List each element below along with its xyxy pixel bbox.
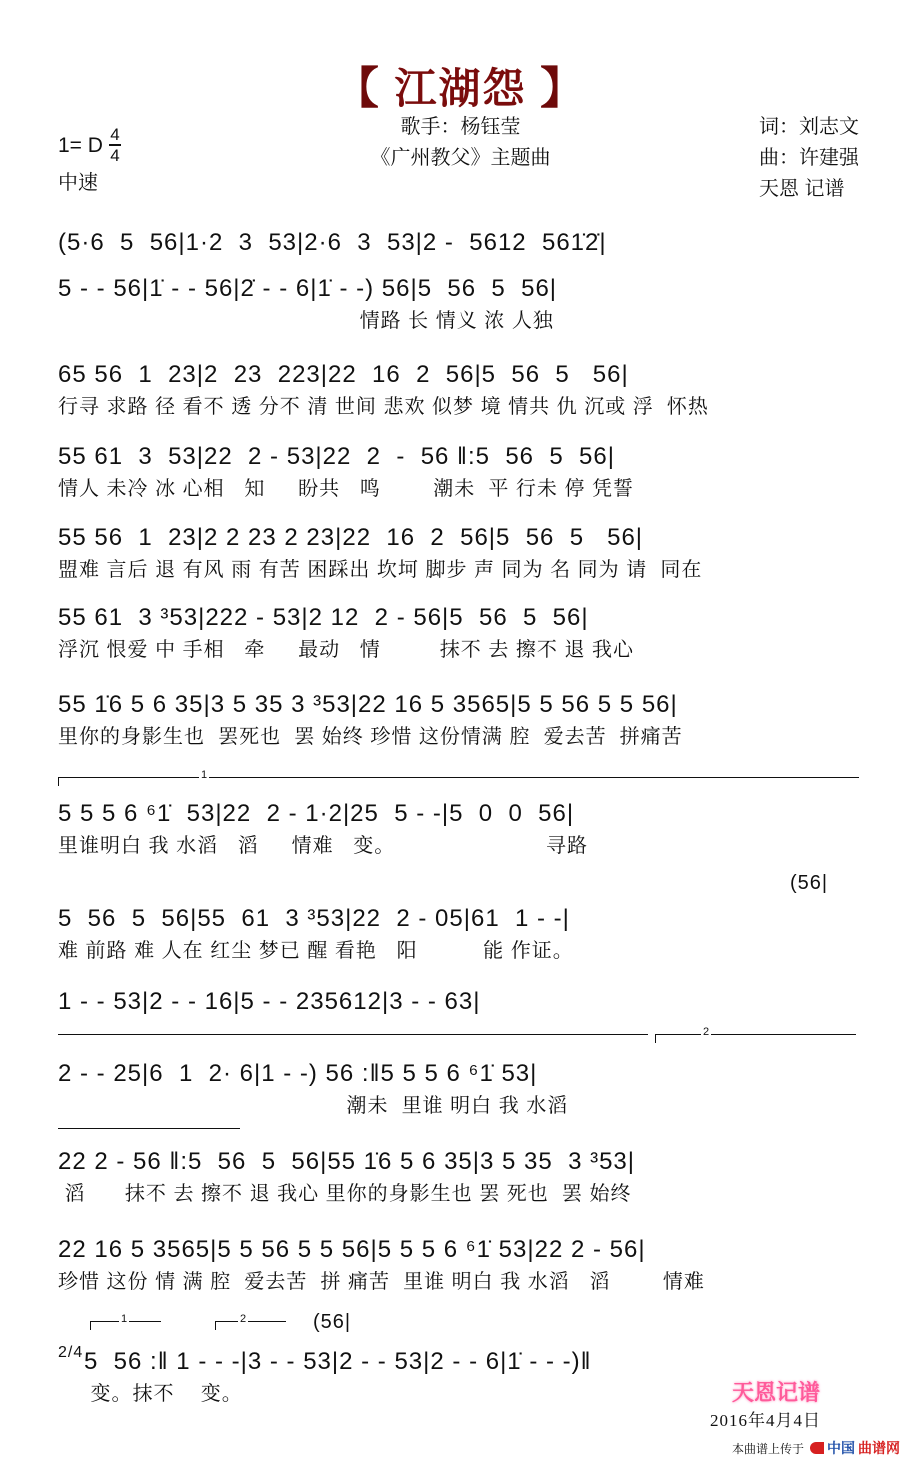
score-system-3 [58,358,858,422]
score-system-7 [58,688,858,752]
notes-line: (5·6 5 56|1·2 3 53|2·6 3 53|2 - 5612 561̇2̇| [58,229,607,256]
score-system-1 [58,226,858,260]
site-logo[interactable]: 中国 曲谱网 [810,1438,900,1458]
time-signature-change: 2/4 [58,1344,84,1361]
score-system-5 [58,521,858,585]
notes-line: 22 2 - 56 ‖:5 56 5 56|55 1̇6 5 6 35|3 5 35 3 ³53| [58,1148,635,1175]
notes-line: 5 5 5 6 ⁶1̇ 53|22 2 - 1·2|25 5 - -|5 0 0 56| [58,800,575,827]
lyrics-line: 珍惜 这份 情 满 腔 爱去苦 拼 痛苦 里谁 明白 我 水滔 滔 情难 [58,1271,705,1293]
pickup-notes-final: (56| [313,1311,352,1333]
lyrics-line: 盟难 言后 退 有风 雨 有苦 困踩出 坎坷 脚步 声 同为 名 同为 请 同在 [58,559,703,581]
score-system-10 [58,985,858,1019]
transcriber-stamp: 天恩记谱 [732,1380,821,1405]
score-system-2 [58,272,858,336]
lyrics-line: 难 前路 难 人在 红尘 梦已 醒 看艳 阳 能 作证。 [58,940,574,962]
upload-text: 本曲谱上传于 [732,1441,805,1456]
notes-line: 55 1̇6 5 6 35|3 5 35 3 ³53|22 16 5 3565|5 5 56 5 5 56| [58,691,678,718]
lyrics-line: 潮未 里谁 明白 我 水滔 [58,1095,569,1117]
lyrics-line: 情人 未冷 冰 心相 知 盼共 鸣 潮未 平 行未 停 凭誓 [58,478,635,500]
notes-line: 5 56 5 56|55 61 3 ³53|22 2 - 05|61 1 - -| [58,905,570,932]
lyrics-line: 行寻 求路 径 看不 透 分不 清 世间 悲欢 似梦 境 情共 仇 沉或 浮 怀热 [58,396,709,418]
volta-line-end [58,1128,240,1129]
lyrics-line: 里谁明白 我 水滔 滔 情难 变。 寻路 [58,835,589,857]
volta-bracket-2: 2 [655,1034,856,1043]
score-system-11 [58,1057,858,1121]
singer: 歌手：杨钰莹 [400,116,521,138]
tempo-marking: 中速 [58,172,98,194]
volta-line-continuation [58,1034,648,1035]
notes-line: 55 61 3 ³53|222 - 53|2 12 2 - 56|5 56 5 56| [58,604,589,631]
score-system-9 [58,902,858,966]
score-system-8 [58,797,858,861]
upload-credit [732,1438,900,1458]
title-bracket-right: 】 [540,64,587,113]
subtitle: 《广州教父》主题曲 [370,147,551,169]
notes-line: 5 56 :‖ 1 - - -|3 - - 53|2 - - 53|2 - - 6|1̇ - - -)‖ [84,1348,592,1375]
credits [759,112,859,205]
lyrics-line: 变。抹不 变。 [84,1383,243,1405]
lyrics-line: 里你的身影生也 罢死也 罢 始终 珍惜 这份情满 腔 爱去苦 拼痛苦 [58,726,683,748]
score-system-12 [58,1145,858,1209]
site-logo-icon [810,1442,824,1454]
lyrics-line: 滔 抹不 去 擦不 退 我心 里你的身影生也 罢 死也 罢 始终 [58,1183,632,1205]
title-bracket-left: 【 [334,64,381,113]
transcription-date: 2016年4月4日 [710,1411,821,1430]
lyricist: 词：刘志文 [759,116,859,138]
volta-bracket-1: 1 [58,777,859,786]
volta-bracket-final-1: 1 [90,1321,161,1330]
composer: 曲：许建强 [759,147,859,169]
notes-line: 2 - - 25|6 1 2· 6|1 - -) 56 :‖5 5 5 6 ⁶1̇ 53| [58,1060,538,1087]
notes-line: 55 56 1 23|2 2 23 2 23|22 16 2 56|5 56 5 56| [58,524,644,551]
song-title [0,52,921,116]
score-system-6 [58,601,858,665]
notes-line: 1 - - 53|2 - - 16|5 - - 235612|3 - - 63| [58,988,481,1015]
notes-line: 5 - - 56|1̇ - - 56|2̇ - - 6|1̇ - -) 56|5 56 5 56| [58,275,558,302]
volta-bracket-final-2: 2 [215,1321,286,1330]
time-signature: $\frac{4}{4}$ [110,125,120,165]
lyrics-line: 情路 长 情义 浓 人独 [58,310,554,332]
score-system-13 [58,1233,858,1297]
notes-line: 22 16 5 3565|5 5 56 5 5 56|5 5 5 6 ⁶1̇ 53|22 2 - 56| [58,1236,646,1263]
title-text: 江湖怨 [394,65,527,112]
notes-line: 65 56 1 23|2 23 223|22 16 2 56|5 56 5 56| [58,361,629,388]
notes-line: 55 61 3 53|22 2 - 53|22 2 - 56 ‖:5 56 5 56| [58,443,615,470]
key-label: 1= D [58,133,103,157]
lyrics-line: 浮沉 恨爱 中 手相 牵 最动 情 抹不 去 擦不 退 我心 [58,639,635,661]
transcriber: 天恩 记谱 [759,178,845,200]
pickup-notes: (56| [790,872,829,894]
score-system-4 [58,440,858,504]
